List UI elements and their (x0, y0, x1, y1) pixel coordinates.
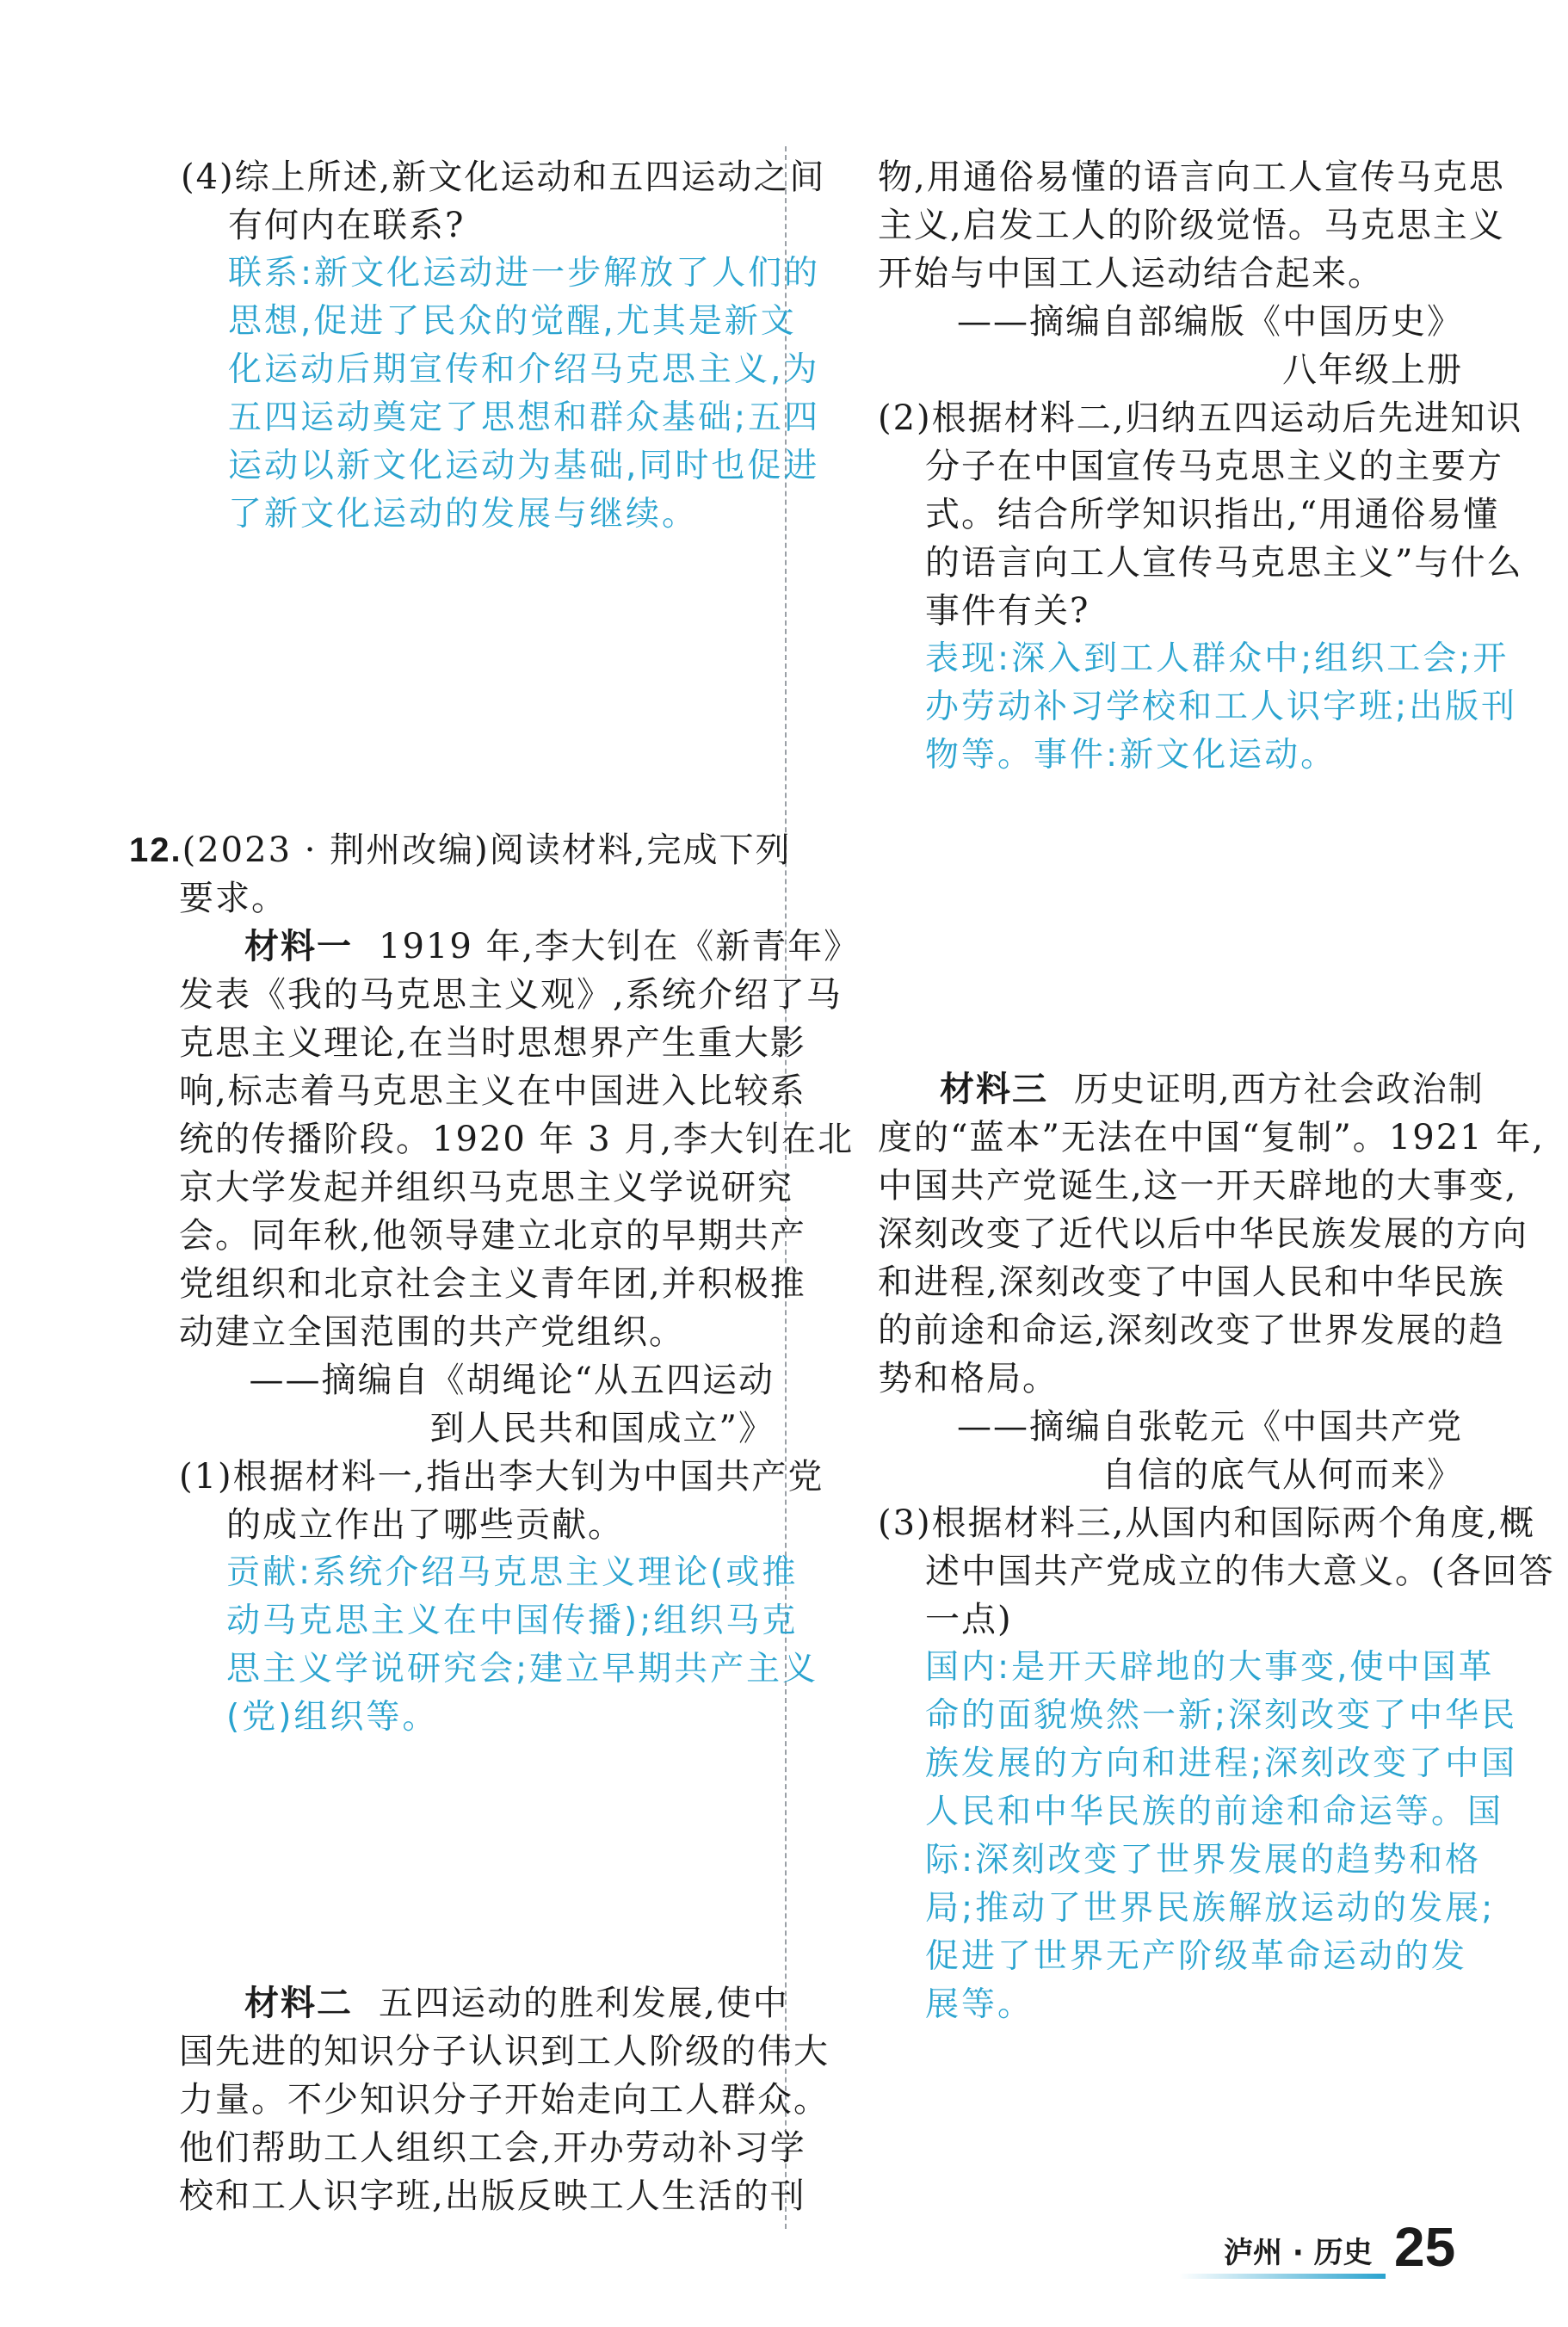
sub-answer-1 (179, 1549, 819, 1742)
material-2-first-line (179, 1979, 789, 2028)
source-line: 八年级上册 (1282, 350, 1463, 390)
material-1-label: 材料一 (244, 927, 353, 966)
answer-line: 国内:是开天辟地的大事变,使中国革 (925, 1648, 1495, 1687)
answer-line: 人民和中华民族的前途和命运等。国 (925, 1793, 1504, 1831)
sub-answer-2 (878, 635, 1518, 780)
text-line: (4)综上所述,新文化运动和五四运动之间 (181, 157, 826, 197)
material-3 (878, 1065, 1546, 1499)
text-line: 克思主义理论,在当时思想界产生重大影 (179, 1023, 806, 1063)
text-line: 主义,启发工人的阶级觉悟。马克思主义 (878, 206, 1505, 245)
text-line: 中国共产党诞生,这一开天辟地的大事变, (878, 1166, 1518, 1206)
left-column (181, 153, 826, 539)
source-line: 自信的底气从何而来》 (1102, 1455, 1463, 1495)
sub-question-2 (878, 394, 1523, 780)
material-1-text: 1919 年,李大钊在《新青年》 (379, 927, 861, 966)
source-line: ——摘编自张乾元《中国共产党 (957, 1407, 1463, 1447)
text-line: 党组织和北京社会主义青年团,并积极推 (179, 1264, 806, 1304)
text-line: 动建立全国范围的共产党组织。 (179, 1312, 685, 1352)
answer-line: 联系:新文化运动进一步解放了人们的 (228, 254, 821, 293)
answer-line: 族发展的方向和进程;深刻改变了中国 (925, 1744, 1518, 1783)
footer-label: 泸州 · 历史 (1224, 2236, 1373, 2270)
answer-line: 思主义学说研究会;建立早期共产主义 (226, 1650, 819, 1688)
text-line: 分子在中国宣传马克思主义的主要方 (925, 447, 1503, 486)
text-line: 要求。 (179, 879, 287, 918)
material-3-first-line (878, 1065, 1485, 1114)
sub-answer-3 (878, 1644, 1518, 2029)
answer-line: 物等。事件:新文化运动。 (925, 736, 1337, 775)
q12-intro (129, 826, 792, 874)
text-line: 势和格局。 (878, 1359, 1059, 1398)
answer-line: 命的面貌焕然一新;深刻改变了中华民 (925, 1696, 1518, 1735)
answer-line: 局;推动了世界民族解放运动的发展; (925, 1889, 1496, 1928)
right-column-bottom (878, 1065, 1555, 2029)
text-line: 他们帮助工人组织工会,开办劳动补习学 (179, 2128, 806, 2168)
material-2-label: 材料二 (244, 1984, 353, 2023)
answer-line: (党)组织等。 (226, 1698, 439, 1737)
q4-answer (181, 250, 821, 539)
material-2-text: 五四运动的胜利发展,使中 (379, 1984, 789, 2023)
text-line: 度的“蓝本”无法在中国“复制”。1921 年, (878, 1118, 1546, 1157)
answer-line: 动马克思主义在中国传播);组织马克 (226, 1602, 799, 1640)
text-line: 力量。不少知识分子开始走向工人群众。 (179, 2080, 830, 2120)
answer-line: 际:深刻改变了世界发展的趋势和格 (925, 1841, 1482, 1880)
text-line: 发表《我的马克思主义观》,系统介绍了马 (179, 975, 843, 1015)
text-line: (3)根据材料三,从国内和国际两个角度,概 (878, 1503, 1536, 1543)
text-line: 式。结合所学知识指出,“用通俗易懂 (925, 495, 1500, 534)
text-line: 京大学发起并组织马克思主义学说研究 (179, 1168, 793, 1207)
question-number: 12. (129, 831, 182, 869)
answer-line: 思想,促进了民众的觉醒,尤其是新文 (228, 302, 797, 341)
sub-question-3 (878, 1499, 1555, 2029)
text-line: 的语言向工人宣传马克思主义”与什么 (925, 543, 1523, 583)
source-line: 到人民共和国成立”》 (429, 1409, 775, 1448)
q4-prompt (181, 153, 826, 250)
text-line: 开始与中国工人运动结合起来。 (878, 254, 1384, 293)
answer-line: 五四运动奠定了思想和群众基础;五四 (228, 398, 821, 437)
text-line: 述中国共产党成立的伟大意义。(各回答 (925, 1552, 1555, 1591)
text-line: 物,用通俗易懂的语言向工人宣传马克思 (878, 157, 1505, 197)
text-line: 会。同年秋,他领导建立北京的早期共产 (179, 1216, 806, 1256)
material-2 (179, 1979, 830, 2220)
answer-line: 化运动后期宣传和介绍马克思主义,为 (228, 350, 820, 389)
answer-line: 了新文化运动的发展与继续。 (228, 495, 699, 534)
source-line: ——摘编自部编版《中国历史》 (957, 302, 1463, 342)
right-column-top (878, 153, 1523, 780)
material-1-first-line (179, 923, 861, 971)
answer-line: 展等。 (925, 1985, 1034, 2024)
q12-intro-text: (2023 · 荆州改编)阅读材料,完成下列 (182, 830, 792, 870)
text-line: 深刻改变了近代以后中华民族发展的方向 (878, 1214, 1528, 1254)
text-line: (1)根据材料一,指出李大钊为中国共产党 (179, 1457, 824, 1497)
text-line: 校和工人识字班,出版反映工人生活的刊 (179, 2176, 806, 2216)
source-line: ——摘编自《胡绳论“从五四运动 (249, 1361, 775, 1400)
text-line: 事件有关? (925, 591, 1090, 631)
text-line: 统的传播阶段。1920 年 3 月,李大钊在北 (179, 1120, 855, 1159)
answer-line: 促进了世界无产阶级革命运动的发 (925, 1937, 1468, 1976)
text-line: 响,标志着马克思主义在中国进入比较系 (179, 1071, 806, 1111)
text-line: 有何内在联系? (228, 206, 466, 245)
sub-question-1 (129, 1453, 824, 1742)
page-footer (1179, 2216, 1463, 2281)
text-line: 和进程,深刻改变了中国人民和中华民族 (878, 1262, 1505, 1302)
text-line: 的前途和命运,深刻改变了世界发展的趋 (878, 1311, 1505, 1350)
text-line: 一点) (925, 1600, 1013, 1639)
text-line: (2)根据材料二,归纳五四运动后先进知识 (878, 398, 1523, 438)
page-number: 25 (1394, 2216, 1456, 2278)
material-3-label: 材料三 (940, 1070, 1048, 1109)
answer-line: 办劳动补习学校和工人识字班;出版刊 (925, 688, 1518, 726)
material-1 (129, 923, 861, 1453)
footer-accent-bar (1179, 2274, 1386, 2279)
text-line: 的成立作出了哪些贡献。 (226, 1505, 624, 1545)
material-3-text: 历史证明,西方社会政治制 (1074, 1070, 1485, 1109)
question-12 (129, 826, 861, 1742)
answer-line: 表现:深入到工人群众中;组织工会;开 (925, 639, 1509, 678)
text-line: 国先进的知识分子认识到工人阶级的伟大 (179, 2032, 830, 2071)
answer-line: 运动以新文化运动为基础,同时也促进 (228, 447, 820, 485)
answer-line: 贡献:系统介绍马克思主义理论(或推 (226, 1553, 799, 1592)
